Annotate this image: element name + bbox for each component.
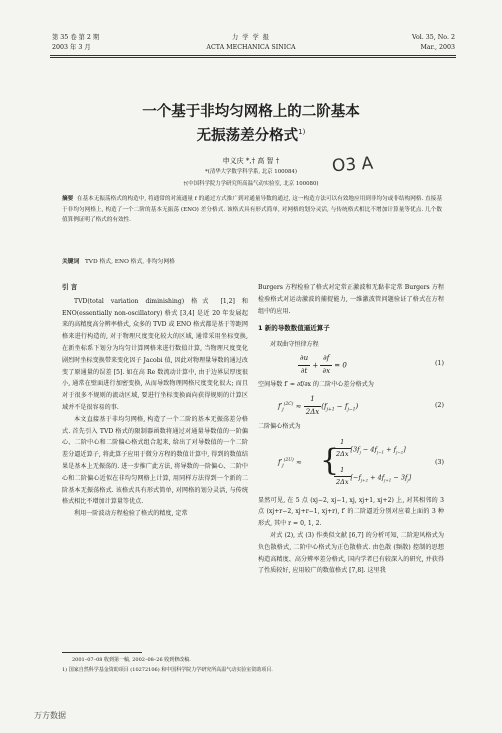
title-footnote-mark: 1) (298, 128, 306, 136)
eq2-number: (2) (434, 400, 444, 409)
header-right (352, 33, 455, 53)
footnote-rule (62, 652, 142, 653)
eq2-label: 空间导数 f′ = ∂f/∂x 的二阶中心差分格式为 (258, 380, 374, 388)
after-eq3-text: 显然可见, 在 5 点 (xj−2, xj−1, xj, xj+1, xj+2) 上, 对其相邻的 3 点 (xj+r−2, xj+r−1, xj+r), f′ 的二阶逼近分别对应着上面的 3 种形式, 其中 r = 0, 1, 2. (258, 496, 444, 528)
keywords (62, 256, 442, 265)
journal-en: ACTA MECHANICA SINICA (206, 44, 296, 51)
date-en: Mar., 2003 (420, 44, 455, 51)
section-introduction: 引 言 (62, 283, 78, 291)
date-cn: 2003 年 3 月 (52, 44, 91, 51)
equation-3: $f'_j^{(2U)}$ ≈ { $\frac{1}{2\Delta x}$ $[3f_j - 4f_{j-1} + f_{j-2}]$ $\frac{1}{2\Delta x}$ $[-f_{j+2} + 4f_{j+1} - 3f_j]$ (3) (278, 437, 444, 487)
authors: 申义庆 *,† 高 智 † (222, 157, 280, 165)
eq1-number: (1) (434, 358, 444, 367)
footnote-fund: 1) 国家自然科学基金资助项目 (10272106) 和中国科学院力学研究所高温气动实验室资助项目. (62, 667, 273, 673)
intro-paragraph-2: 本文直接基于非均匀网格, 构造了一个二阶的基本无振荡差分格式. 首先引入 TVD 格式的限制器函数将通过对通量导数值的一阶偏心、二阶中心和二阶偏心格式组合起来, 给出了对导数值的一个二阶差分逼近算子, 将此算子应用于微分方程的数值计算中, 得到的数值结果是基本上无振荡的. 进一步推广此方法, 将导数的一阶偏心、二阶中心和二阶偏心近似在非均匀网格上计算, 用同样方法得到一个新的二阶基本无振荡格式. 该格式具有形式简单, 对网格的划分灵活, 与传统格式相比不增加计算量等优点. (62, 415, 248, 506)
keywords-text: TVD 格式, ENO 格式, 非均匀网格 (84, 259, 175, 265)
abstract-text: 在基本无振荡格式的构造中, 将通常的对流通量 f 的通过方式推广到对通量导数的通过, 这一构造方法可以有效地应用到非均匀或非结构网格. 直接基于非均匀网格上, 构造了一个二阶的基本无振荡 (ENO) 差分格式. 该格式具有形式简单, 对网格的划分灵活, 与传统格式相比不增加计算量等优点. 几个数值算例证明了格式的有效性. (62, 196, 442, 224)
journal-cn: 力 学 学 报 (231, 34, 271, 41)
right-intro: Burgers 方程检验了格式对定常正激波和无黏非定常 Burgers 方程检验格式对运动激波的捕捉能力, 一维激波管问题验证了格式在方程组中的应用. (258, 284, 444, 315)
eq1-label: 对双曲守恒律方程 (270, 341, 319, 349)
eq3-label: 二阶偏心格式为 (258, 422, 301, 430)
header-left (52, 33, 172, 53)
paper-title (60, 102, 442, 146)
abstract-label: 摘要 (62, 196, 74, 202)
handwritten-note: O3 A (331, 153, 374, 177)
intro-paragraph-3: 利用一阶波动方程检验了格式的精度, 定常 (74, 510, 188, 518)
eq3-number: (3) (434, 457, 444, 466)
watermark: 万方数据 (34, 711, 66, 720)
keywords-label: 关键词 (62, 259, 80, 265)
right-column (258, 282, 444, 577)
footnote-received: 2001–07–08 收到第一稿, 2002–08–26 收到修改稿. (72, 657, 191, 663)
equation-1: $\frac{\partial u}{\partial t}$ + $\frac{\partial f}{\partial x}$ = 0 (1) (300, 353, 444, 375)
volume-cn: 第 35 卷 第 2 期 (52, 34, 100, 41)
header-center (190, 33, 312, 53)
equation-2: $f'_j^{(2C)}$ ≈ $\frac{1}{2\Delta x}$ $(f_{j+1} - f_{j-1})$ (2) (278, 394, 444, 416)
left-column (62, 282, 248, 520)
title-line-1: 一个基于非均匀网格上的二阶基本 (142, 104, 360, 120)
header-rule (50, 55, 456, 56)
affiliation-2: †(中国科学院力学研究所高温气动实验室, 北京 100080) (183, 181, 319, 187)
intro-paragraph-1: TVD(total variation diminishing) 格式 [1,2] 和 ENO(essentially non-oscillatory) 格式 [3,4] 是近 20 年发展起来的高精度高分辨率格式, 众多的 TVD 或 ENO 格式都是基于等距网格来进行构造的, 对于物理尺度变化较大的区域, 通常采用坐标变换, 在新坐标系下划分为均匀计算网格来进行数值计算, 当物理尺度变化剧烈时坐标变换带来变化因子 Jacobi 值, 因此对物理量导数的通过改变了原通量的误差 [5]. 如在高 Re 数流动计算中, 由于边界层厚度很小, 通常在壁面进行加密变换, 从而导致物理网格尺度变化很大; 而且对于很多不规则的流动区域, 要进行坐标变换面向获得规则的计算区域并不是很容易的事. (62, 297, 248, 411)
section-1-heading: 1 新的导数数值逼近算子 (258, 324, 330, 333)
abstract (62, 194, 442, 226)
affiliation-1: *(清华大学数学科学系, 北京 100084) (205, 169, 297, 175)
title-line-2: 无振荡差分格式 (196, 127, 299, 144)
volume-en: Vol. 35, No. 2 (412, 34, 455, 41)
header-rule-thin (50, 57, 456, 58)
right-paragraph-2: 对式 (2), 式 (3) 作类似文献 [6,7] 的分析可知, 二阶迎风格式为负色散格式, 二阶中心格式为正色散格式. 由色散 (频散) 控制的思想构造高精度、高分辨率差分格式, 国内学者已有较深入的研究, 并获得了性质较好, 应用较广的数值格式 [7,8]. 这里我 (258, 531, 444, 575)
